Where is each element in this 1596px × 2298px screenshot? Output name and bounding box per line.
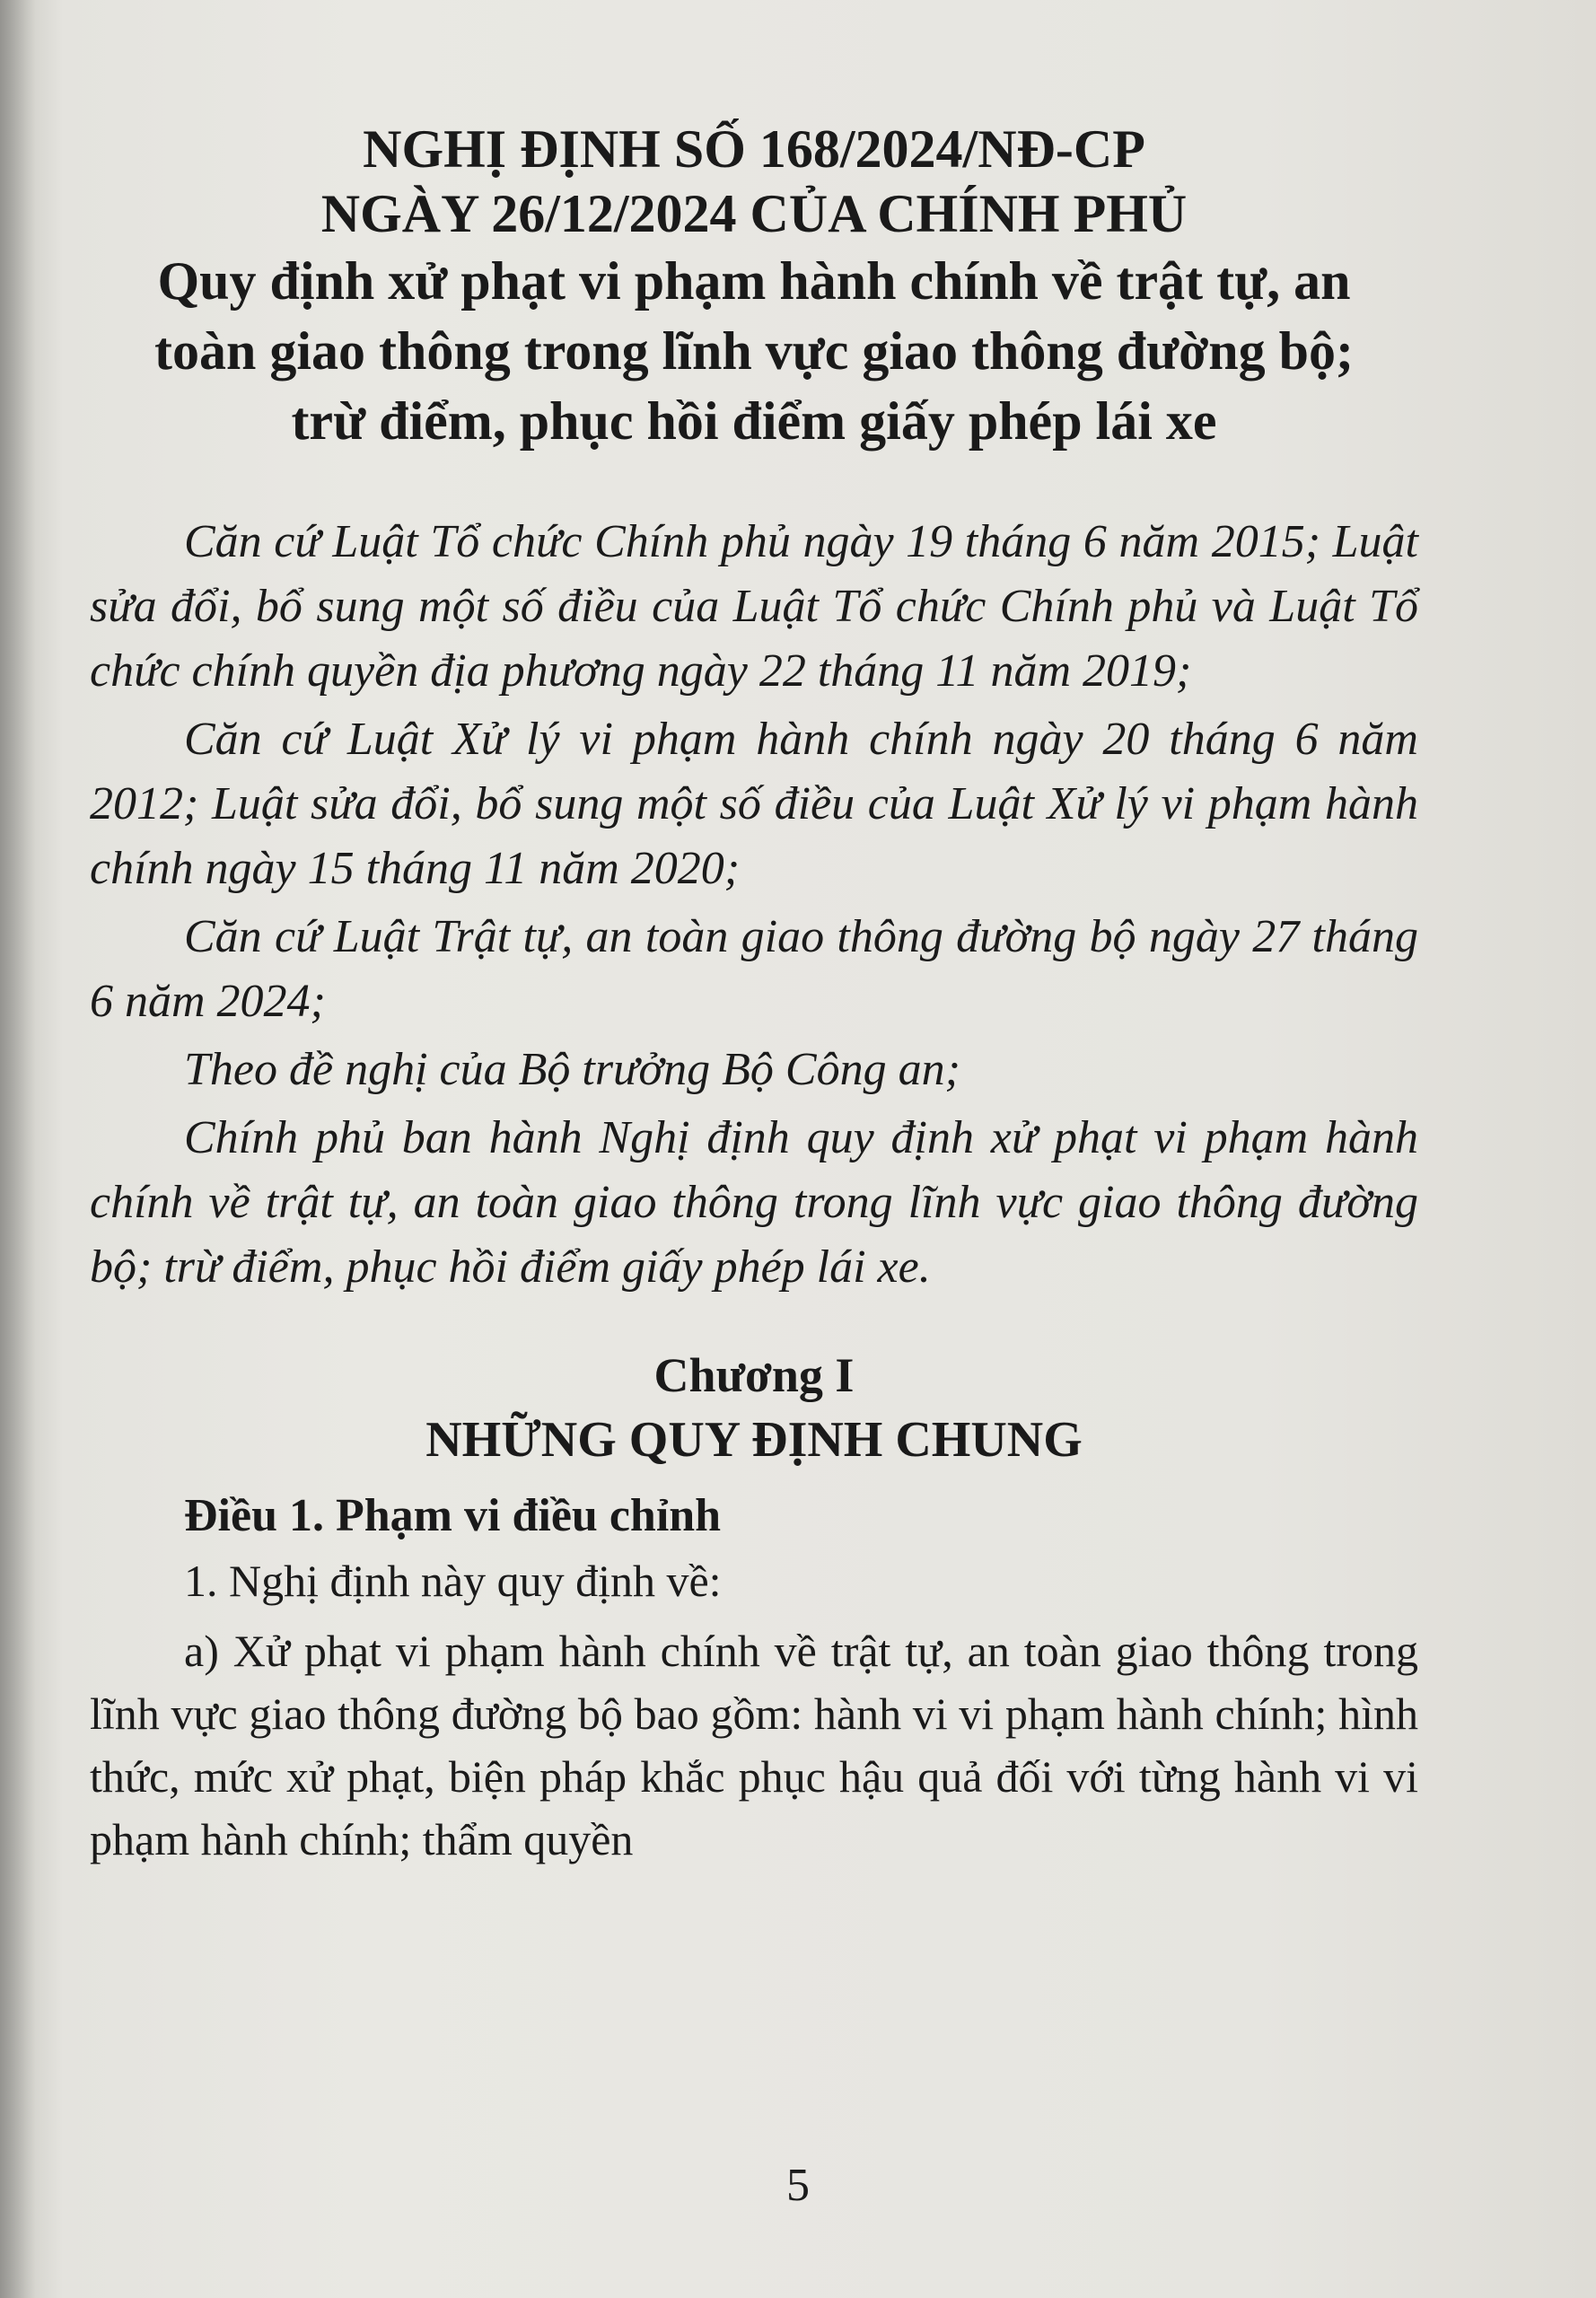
preamble [90, 510, 1418, 1300]
gutter-shadow [0, 0, 36, 2298]
decree-title-line1: NGHỊ ĐỊNH SỐ 168/2024/NĐ-CP [363, 119, 1145, 179]
article-paragraph: a) Xử phạt vi phạm hành chính về trật tự, an toàn giao thông trong lĩnh vực giao thông đường bộ bao gồm: hành vi vi phạm hành chính; hình thức, mức xử phạt, biện pháp khắc phục hậu quả đối với từng hành vi vi phạm hành chính; thẩm quyền [90, 1626, 1418, 1864]
preamble-paragraph: Theo đề nghị của Bộ trưởng Bộ Công an; [184, 1044, 960, 1095]
preamble-paragraph: Căn cứ Luật Tổ chức Chính phủ ngày 19 tháng 6 năm 2015; Luật sửa đổi, bổ sung một số điều của Luật Tổ chức Chính phủ và Luật Tổ chức chính quyền địa phương ngày 22 tháng 11 năm 2019; [90, 516, 1418, 697]
decree-title-line2: NGÀY 26/12/2024 CỦA CHÍNH PHỦ [320, 184, 1188, 243]
article-body [90, 1549, 1418, 1871]
preamble-paragraph: Chính phủ ban hành Nghị định quy định xử phạt vi phạm hành chính về trật tự, an toàn giao thông trong lĩnh vực giao thông đường bộ; trừ điểm, phục hồi điểm giấy phép lái xe. [90, 1112, 1418, 1293]
article-paragraph: 1. Nghị định này quy định về: [184, 1556, 722, 1606]
preamble-paragraph: Căn cứ Luật Xử lý vi phạm hành chính ngày 20 tháng 6 năm 2012; Luật sửa đổi, bổ sung một số điều của Luật Xử lý vi phạm hành chính ngày 15 tháng 11 năm 2020; [90, 714, 1418, 894]
article-heading: Điều 1. Phạm vi điều chỉnh [184, 1490, 722, 1541]
chapter-label: Chương I [653, 1348, 855, 1402]
preamble-paragraph: Căn cứ Luật Trật tự, an toàn giao thông đường bộ ngày 27 tháng 6 năm 2024; [90, 911, 1418, 1027]
page-number: 5 [786, 2160, 810, 2211]
chapter-title: NHỮNG QUY ĐỊNH CHUNG [425, 1412, 1083, 1468]
page-content [90, 117, 1418, 1878]
decree-subtitle: Quy định xử phạt vi phạm hành chính về trật tự, an toàn giao thông trong lĩnh vực giao thông đường bộ; trừ điểm, phục hồi điểm giấy phép lái xe [153, 251, 1355, 451]
